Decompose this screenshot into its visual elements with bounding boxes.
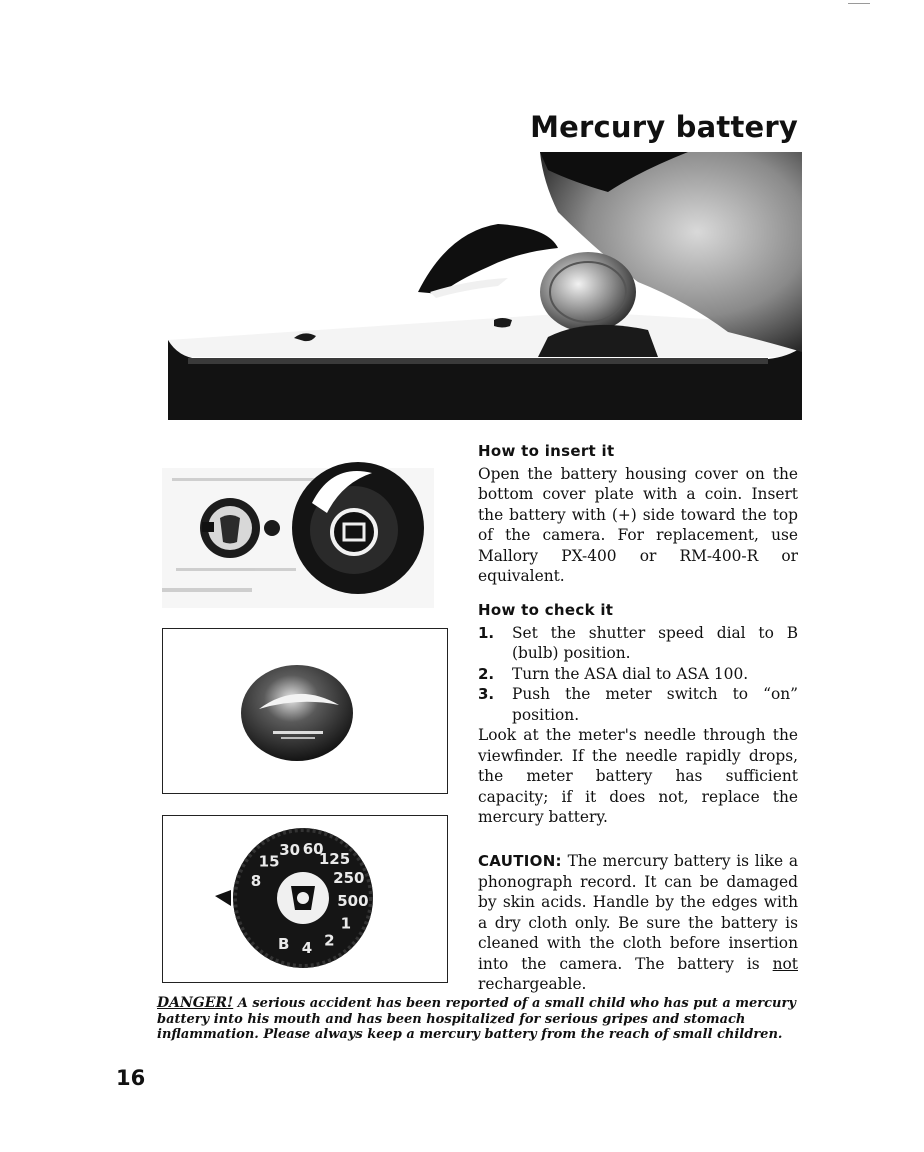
dial-number: B <box>277 935 290 954</box>
mercury-battery-photo <box>162 628 448 794</box>
check-step <box>478 664 798 685</box>
caution-paragraph <box>478 851 798 995</box>
dial-number: 8 <box>250 871 262 890</box>
step-number: 1. <box>478 623 495 642</box>
bottom-plate-photo <box>162 448 434 608</box>
step-number: 3. <box>478 685 495 703</box>
page-number: 16 <box>116 1066 146 1090</box>
dial-number: 30 <box>279 840 301 859</box>
step-number: 2. <box>478 664 495 683</box>
step-text: Push the meter switch to “on” position. <box>512 685 798 724</box>
check-section <box>478 600 798 828</box>
dial-number: 4 <box>301 938 313 957</box>
dial-number: 60 <box>302 840 324 859</box>
dial-number: 125 <box>318 850 351 869</box>
step-text: Set the shutter speed dial to B (bulb) position. <box>512 623 798 662</box>
danger-label: DANGER! <box>157 995 234 1011</box>
dial-number: 250 <box>333 869 365 887</box>
shutter-speed-dial-photo <box>162 815 448 983</box>
dial-number: 2 <box>324 931 335 950</box>
check-step <box>478 623 798 664</box>
dial-number: 1 <box>340 914 352 933</box>
caution-text-end: rechargeable. <box>478 975 587 993</box>
check-steps <box>478 623 798 726</box>
insert-heading: How to insert it <box>478 442 615 460</box>
caution-text: The mercury battery is like a phonograph record. It can be damaged by skin acids. Handle by the edges with a dry cloth only. Be sure the battery is cleaned with the cloth before insertion into the camera. The battery is <box>478 852 798 973</box>
caution-label: CAUTION: <box>478 852 562 870</box>
top-edge-mark <box>848 3 870 4</box>
page-title: Mercury battery <box>530 110 798 144</box>
caution-emphasis: not <box>772 954 798 973</box>
dial-number: 500 <box>337 892 369 911</box>
battery-insertion-photo <box>168 152 802 420</box>
insert-section <box>478 441 798 587</box>
check-step <box>478 684 798 725</box>
danger-warning <box>157 996 817 1043</box>
check-heading: How to check it <box>478 601 614 619</box>
dial-number: 15 <box>258 852 280 871</box>
insert-body: Open the battery housing cover on the bottom cover plate with a coin. Insert the battery with (+) side toward the top of the camera. For replacement, use Mallory PX-400 or RM-400-R or equivalent. <box>478 464 798 585</box>
step-text: Turn the ASA dial to ASA 100. <box>512 664 749 683</box>
check-body: Look at the meter's needle through the viewfinder. If the needle rapidly drops, the meter battery has sufficient capacity; if it does not, replace the mercury battery. <box>478 726 798 826</box>
caution-section <box>478 851 798 995</box>
danger-text: A serious accident has been reported of a small child who has put a mercury battery into his mouth and has been hospitalized for serious gripes and stomach inflammation. Please always keep a mercury battery from the reach of small children. <box>157 996 796 1042</box>
